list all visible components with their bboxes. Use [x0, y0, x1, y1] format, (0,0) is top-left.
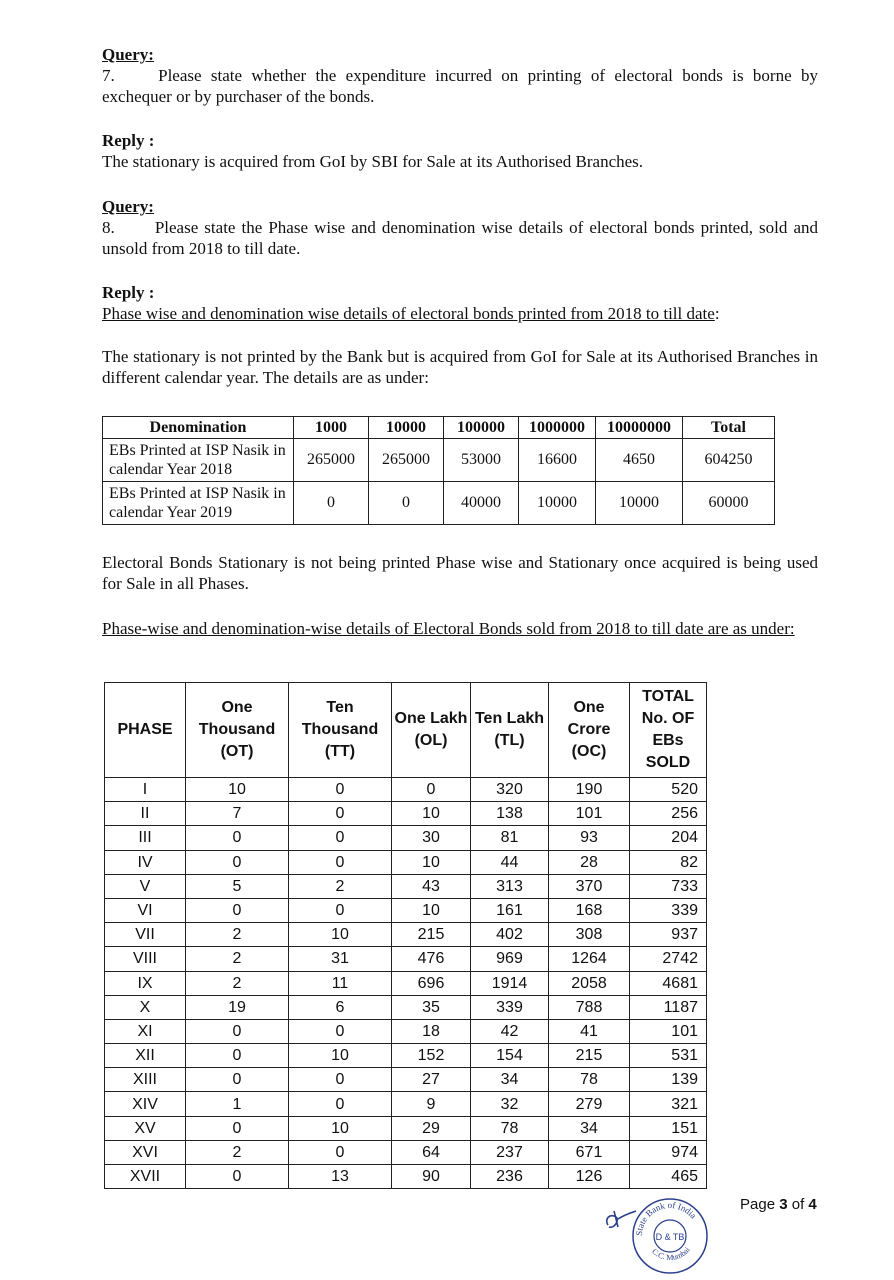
value-cell: 0: [289, 898, 392, 922]
sold-table-header: [105, 683, 707, 778]
query-8-text: [102, 217, 818, 259]
value-cell: 2: [289, 874, 392, 898]
phase-cell: XVII: [105, 1165, 186, 1189]
total-cell: 4681: [630, 971, 707, 995]
phase-cell: II: [105, 802, 186, 826]
header-ten-lakh: Ten Lakh (TL): [471, 683, 549, 778]
value-cell: 19: [186, 995, 289, 1019]
value-cell: 2: [186, 971, 289, 995]
value-cell: 27: [392, 1068, 471, 1092]
total-cell: 520: [630, 778, 707, 802]
value-cell: 42: [471, 1019, 549, 1043]
value-cell: 0: [186, 1068, 289, 1092]
sold-row: [105, 971, 707, 995]
query-8-number: 8.: [102, 218, 115, 237]
row-label: EBs Printed at ISP Nasik in calendar Year 2018: [103, 439, 294, 482]
sold-row: [105, 778, 707, 802]
value-cell: 29: [392, 1116, 471, 1140]
phase-cell: IX: [105, 971, 186, 995]
value-cell: 126: [549, 1165, 630, 1189]
value-cell: 44: [471, 850, 549, 874]
value-cell: 10: [289, 1116, 392, 1140]
sold-row: [105, 947, 707, 971]
cell: 0: [294, 482, 369, 525]
cell: 40000: [444, 482, 519, 525]
stationery-note: Electoral Bonds Stationary is not being printed Phase wise and Stationary once acquired is being used for Sale in all Phases.: [102, 553, 818, 593]
header-total-sold: TOTAL No. OF EBs SOLD: [630, 683, 707, 778]
total-cell: 974: [630, 1140, 707, 1164]
value-cell: 370: [549, 874, 630, 898]
sold-row: [105, 1019, 707, 1043]
cell-total: 60000: [683, 482, 775, 525]
value-cell: 0: [289, 826, 392, 850]
value-cell: 476: [392, 947, 471, 971]
sold-table-body: [105, 778, 707, 1189]
printed-row-2018: [103, 439, 775, 482]
page-total: 4: [808, 1196, 817, 1213]
query-8-body: Please state the Phase wise and denomination wise details of electoral bonds printed, sold and unsold from 2018 to till date.: [102, 218, 818, 258]
header-1000: 1000: [294, 417, 369, 439]
value-cell: 313: [471, 874, 549, 898]
value-cell: 10: [392, 802, 471, 826]
sold-row: [105, 923, 707, 947]
printed-row-2019: [103, 482, 775, 525]
query-7-body: Please state whether the expenditure incurred on printing of electoral bonds is borne by exchequer or by purchaser of the bonds.: [102, 66, 819, 106]
sold-row: [105, 874, 707, 898]
cell: 16600: [519, 439, 596, 482]
total-cell: 101: [630, 1019, 707, 1043]
value-cell: 35: [392, 995, 471, 1019]
value-cell: 2: [186, 923, 289, 947]
printed-heading: [102, 303, 818, 324]
value-cell: 93: [549, 826, 630, 850]
value-cell: 34: [471, 1068, 549, 1092]
header-1000000: 1000000: [519, 417, 596, 439]
query-8-label: Query:: [102, 197, 154, 216]
value-cell: 190: [549, 778, 630, 802]
phase-cell: VI: [105, 898, 186, 922]
phase-cell: XIV: [105, 1092, 186, 1116]
total-cell: 2742: [630, 947, 707, 971]
value-cell: 308: [549, 923, 630, 947]
value-cell: 43: [392, 874, 471, 898]
page-of: of: [791, 1196, 805, 1213]
reply-8-label: Reply :: [102, 283, 155, 302]
total-cell: 151: [630, 1116, 707, 1140]
value-cell: 34: [549, 1116, 630, 1140]
value-cell: 138: [471, 802, 549, 826]
value-cell: 32: [471, 1092, 549, 1116]
phase-cell: XIII: [105, 1068, 186, 1092]
cell: 4650: [596, 439, 683, 482]
phase-cell: X: [105, 995, 186, 1019]
page-number: [740, 1196, 817, 1213]
header-one-crore: One Crore (OC): [549, 683, 630, 778]
sold-row: [105, 850, 707, 874]
header-denomination: Denomination: [103, 417, 294, 439]
value-cell: 10: [392, 850, 471, 874]
value-cell: 64: [392, 1140, 471, 1164]
printed-heading-text: Phase wise and denomination wise details of electoral bonds printed from 2018 to till date: [102, 304, 715, 323]
value-cell: 0: [186, 850, 289, 874]
total-cell: 465: [630, 1165, 707, 1189]
value-cell: 0: [289, 802, 392, 826]
sold-row: [105, 802, 707, 826]
value-cell: 0: [186, 1116, 289, 1140]
value-cell: 168: [549, 898, 630, 922]
value-cell: 78: [471, 1116, 549, 1140]
sold-row: [105, 1092, 707, 1116]
value-cell: 279: [549, 1092, 630, 1116]
phase-cell: VII: [105, 923, 186, 947]
value-cell: 215: [392, 923, 471, 947]
total-cell: 82: [630, 850, 707, 874]
value-cell: 5: [186, 874, 289, 898]
value-cell: 81: [471, 826, 549, 850]
value-cell: 0: [186, 1019, 289, 1043]
value-cell: 2: [186, 1140, 289, 1164]
phase-cell: XVI: [105, 1140, 186, 1164]
value-cell: 10: [289, 1044, 392, 1068]
value-cell: 0: [289, 1068, 392, 1092]
sold-row: [105, 1140, 707, 1164]
value-cell: 7: [186, 802, 289, 826]
value-cell: 0: [186, 1044, 289, 1068]
value-cell: 788: [549, 995, 630, 1019]
query-7-number: 7.: [102, 66, 115, 85]
phase-cell: XV: [105, 1116, 186, 1140]
value-cell: 161: [471, 898, 549, 922]
phase-cell: III: [105, 826, 186, 850]
value-cell: 0: [289, 778, 392, 802]
value-cell: 320: [471, 778, 549, 802]
value-cell: 236: [471, 1165, 549, 1189]
header-one-thousand: One Thousand (OT): [186, 683, 289, 778]
sold-row: [105, 898, 707, 922]
sold-heading: Phase-wise and denomination-wise details of Electoral Bonds sold from 2018 to till date are as under:: [102, 619, 795, 638]
value-cell: 9: [392, 1092, 471, 1116]
header-10000000: 10000000: [596, 417, 683, 439]
printed-table-header: [103, 417, 775, 439]
cell: 265000: [369, 439, 444, 482]
value-cell: 154: [471, 1044, 549, 1068]
phase-cell: XII: [105, 1044, 186, 1068]
total-cell: 256: [630, 802, 707, 826]
phase-cell: V: [105, 874, 186, 898]
phase-cell: XI: [105, 1019, 186, 1043]
value-cell: 78: [549, 1068, 630, 1092]
value-cell: 402: [471, 923, 549, 947]
total-cell: 139: [630, 1068, 707, 1092]
sold-row: [105, 1116, 707, 1140]
value-cell: 339: [471, 995, 549, 1019]
header-phase: PHASE: [105, 683, 186, 778]
sold-row: [105, 995, 707, 1019]
total-cell: 204: [630, 826, 707, 850]
value-cell: 0: [289, 1140, 392, 1164]
phase-cell: IV: [105, 850, 186, 874]
value-cell: 671: [549, 1140, 630, 1164]
printed-intro: The stationary is not printed by the Bank but is acquired from GoI for Sale at its Authorised Branches in different calendar year. The details are as under:: [102, 347, 818, 387]
printed-table: [102, 416, 775, 525]
value-cell: 215: [549, 1044, 630, 1068]
cell: 0: [369, 482, 444, 525]
query-7-label: Query:: [102, 45, 154, 64]
value-cell: 1914: [471, 971, 549, 995]
reply-7-label: Reply :: [102, 131, 155, 150]
value-cell: 0: [186, 898, 289, 922]
total-cell: 321: [630, 1092, 707, 1116]
row-label: EBs Printed at ISP Nasik in calendar Year 2019: [103, 482, 294, 525]
header-total: Total: [683, 417, 775, 439]
header-100000: 100000: [444, 417, 519, 439]
value-cell: 30: [392, 826, 471, 850]
sold-row: [105, 1068, 707, 1092]
value-cell: 152: [392, 1044, 471, 1068]
stamp-inner-text: D & TB: [655, 1232, 685, 1242]
value-cell: 0: [289, 850, 392, 874]
header-one-lakh: One Lakh (OL): [392, 683, 471, 778]
value-cell: 237: [471, 1140, 549, 1164]
total-cell: 937: [630, 923, 707, 947]
value-cell: 10: [186, 778, 289, 802]
value-cell: 1: [186, 1092, 289, 1116]
value-cell: 0: [289, 1019, 392, 1043]
reply-7-text: The stationary is acquired from GoI by SBI for Sale at its Authorised Branches.: [102, 152, 644, 171]
value-cell: 10: [289, 923, 392, 947]
value-cell: 0: [186, 1165, 289, 1189]
value-cell: 28: [549, 850, 630, 874]
cell: 53000: [444, 439, 519, 482]
page-prefix: Page: [740, 1196, 776, 1213]
stamp-bottom-text: C.C. Mumbai: [650, 1245, 692, 1263]
header-ten-thousand: Ten Thousand (TT): [289, 683, 392, 778]
value-cell: 10: [392, 898, 471, 922]
query-7-text: [102, 65, 818, 107]
page-current: 3: [779, 1196, 788, 1213]
bank-stamp: [630, 1196, 710, 1276]
value-cell: 1264: [549, 947, 630, 971]
value-cell: 696: [392, 971, 471, 995]
header-10000: 10000: [369, 417, 444, 439]
value-cell: 0: [186, 826, 289, 850]
value-cell: 90: [392, 1165, 471, 1189]
value-cell: 41: [549, 1019, 630, 1043]
printed-heading-colon: :: [714, 304, 720, 323]
cell: 10000: [519, 482, 596, 525]
total-cell: 1187: [630, 995, 707, 1019]
value-cell: 6: [289, 995, 392, 1019]
value-cell: 0: [392, 778, 471, 802]
sold-row: [105, 1044, 707, 1068]
cell: 265000: [294, 439, 369, 482]
sold-row: [105, 1165, 707, 1189]
value-cell: 18: [392, 1019, 471, 1043]
cell: 10000: [596, 482, 683, 525]
phase-cell: I: [105, 778, 186, 802]
value-cell: 0: [289, 1092, 392, 1116]
sold-row: [105, 826, 707, 850]
phase-cell: VIII: [105, 947, 186, 971]
value-cell: 969: [471, 947, 549, 971]
cell-total: 604250: [683, 439, 775, 482]
value-cell: 2: [186, 947, 289, 971]
total-cell: 531: [630, 1044, 707, 1068]
stamp-outer-text: State Bank of India: [633, 1199, 699, 1237]
total-cell: 733: [630, 874, 707, 898]
value-cell: 2058: [549, 971, 630, 995]
value-cell: 13: [289, 1165, 392, 1189]
value-cell: 11: [289, 971, 392, 995]
total-cell: 339: [630, 898, 707, 922]
value-cell: 101: [549, 802, 630, 826]
value-cell: 31: [289, 947, 392, 971]
sold-table: [104, 682, 707, 1189]
